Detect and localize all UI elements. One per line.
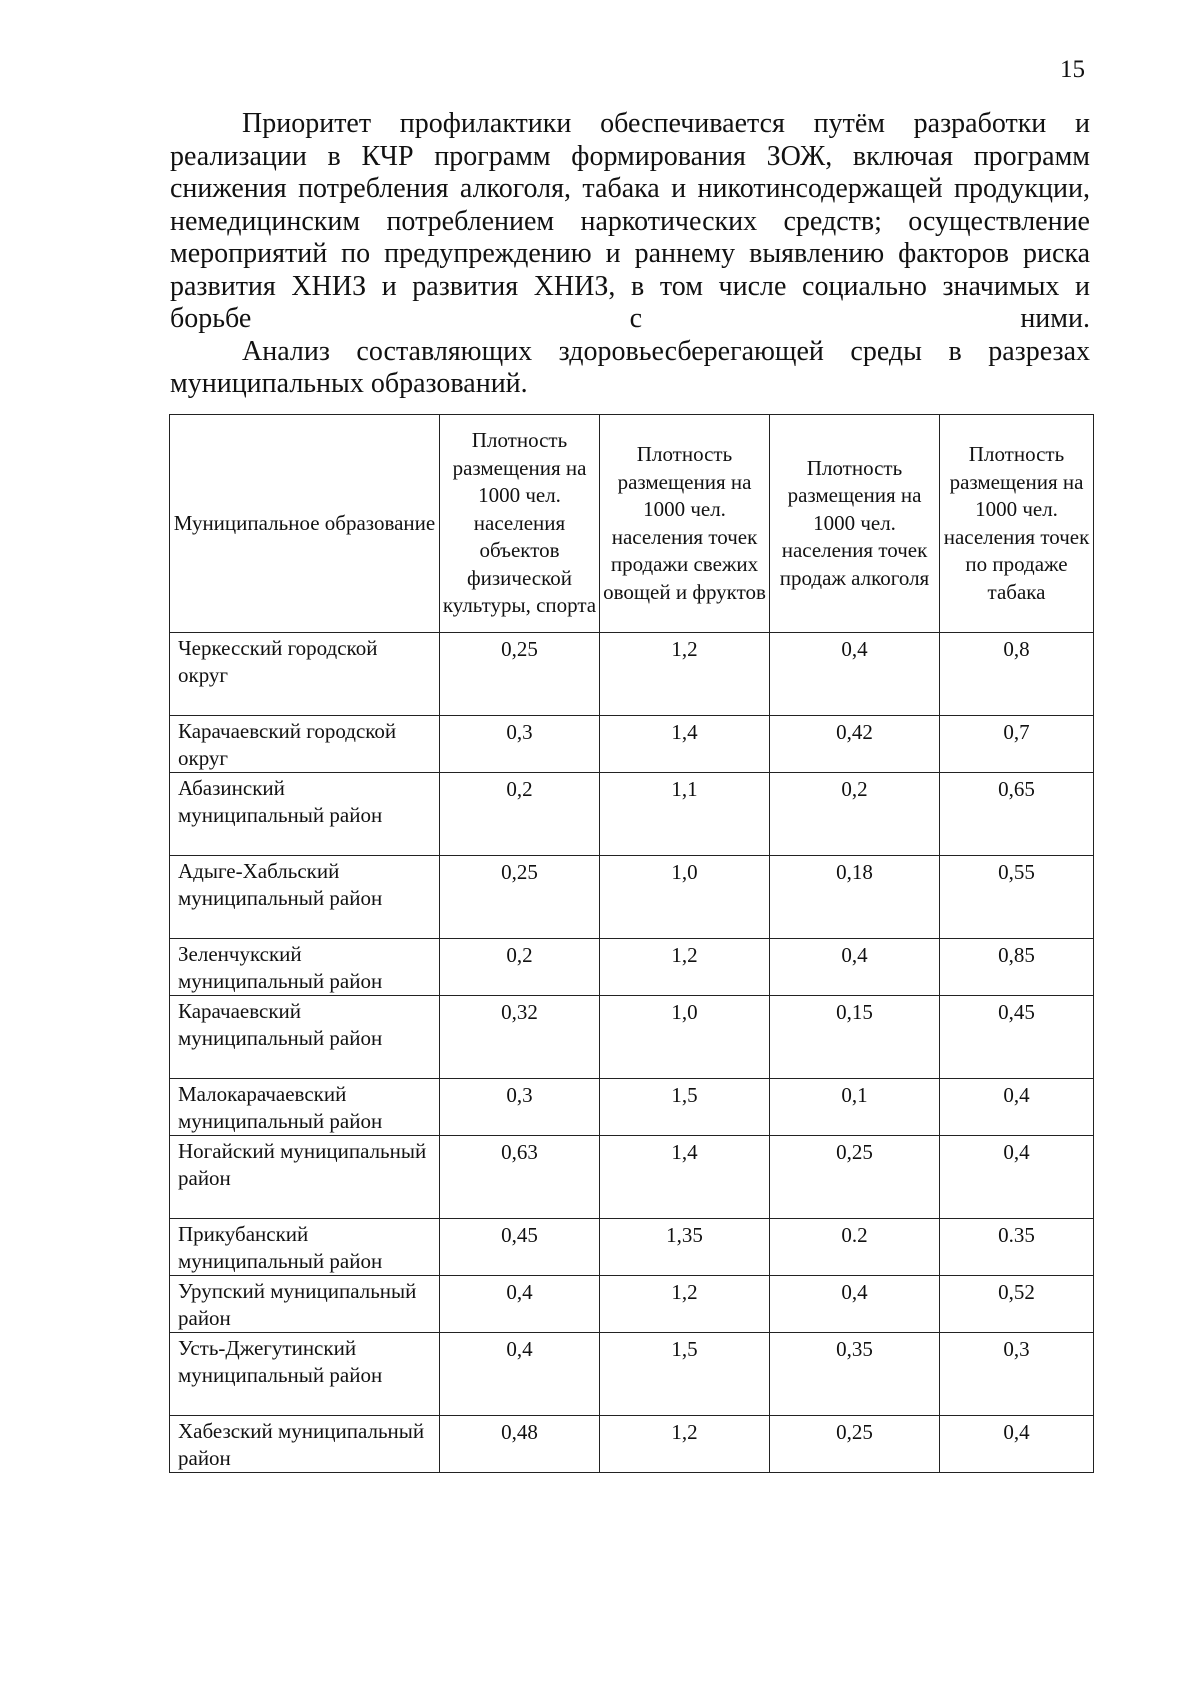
tobacco-density-cell: 0.35 — [940, 1219, 1094, 1276]
table-row — [170, 633, 1094, 716]
tobacco-density-cell: 0,45 — [940, 996, 1094, 1079]
table-row — [170, 856, 1094, 939]
municipality-cell: Адыге-Хабльский муниципальный район — [170, 856, 440, 939]
municipality-cell: Усть-Джегутинский муниципальный район — [170, 1333, 440, 1416]
tobacco-density-cell: 0,52 — [940, 1276, 1094, 1333]
alcohol-density-cell: 0,35 — [770, 1333, 940, 1416]
alcohol-density-cell: 0,4 — [770, 633, 940, 716]
alcohol-density-cell: 0,1 — [770, 1079, 940, 1136]
tobacco-density-cell: 0,4 — [940, 1136, 1094, 1219]
table-row — [170, 939, 1094, 996]
vegetables-density-cell: 1,5 — [600, 1333, 770, 1416]
municipality-cell: Абазинский муниципальный район — [170, 773, 440, 856]
sport-density-cell: 0,63 — [440, 1136, 600, 1219]
sport-density-cell: 0,2 — [440, 939, 600, 996]
column-header-tobacco-density: Плотность размещения на 1000 чел. населения точек по продаже табака — [940, 415, 1094, 633]
municipality-cell: Хабезский муниципальный район — [170, 1416, 440, 1473]
vegetables-density-cell: 1,4 — [600, 1136, 770, 1219]
table-row — [170, 1333, 1094, 1416]
sport-density-cell: 0,3 — [440, 1079, 600, 1136]
tobacco-density-cell: 0,55 — [940, 856, 1094, 939]
table-row — [170, 716, 1094, 773]
paragraph-priority: Приоритет профилактики обеспечивается путём разработки и реализации в КЧР программ формирования ЗОЖ, включая программ снижения потребления алкоголя, табака и никотинсодержащей продукции, немедицинским потреблением наркотических средств; осуществление мероприятий по предупреждению и раннему выявлению факторов риска развития ХНИЗ и развития ХНИЗ, в том числе социально значимых и борьбе с ними. — [170, 108, 1090, 334]
vegetables-density-cell: 1,4 — [600, 716, 770, 773]
vegetables-density-cell: 1,2 — [600, 633, 770, 716]
column-header-alcohol-density: Плотность размещения на 1000 чел. населения точек продаж алкоголя — [770, 415, 940, 633]
table-row — [170, 1219, 1094, 1276]
municipality-cell: Ногайский муниципальный район — [170, 1136, 440, 1219]
alcohol-density-cell: 0.2 — [770, 1219, 940, 1276]
table-row — [170, 1136, 1094, 1219]
municipal-health-environment-table — [169, 414, 1094, 1473]
municipality-cell: Зеленчукский муниципальный район — [170, 939, 440, 996]
alcohol-density-cell: 0,25 — [770, 1416, 940, 1473]
sport-density-cell: 0,25 — [440, 633, 600, 716]
sport-density-cell: 0,2 — [440, 773, 600, 856]
municipality-cell: Черкесский городской округ — [170, 633, 440, 716]
alcohol-density-cell: 0,4 — [770, 1276, 940, 1333]
sport-density-cell: 0,48 — [440, 1416, 600, 1473]
vegetables-density-cell: 1,2 — [600, 939, 770, 996]
municipality-cell: Карачаевский муниципальный район — [170, 996, 440, 1079]
municipality-cell: Малокарачаевский муниципальный район — [170, 1079, 440, 1136]
tobacco-density-cell: 0,7 — [940, 716, 1094, 773]
alcohol-density-cell: 0,18 — [770, 856, 940, 939]
municipality-cell: Прикубанский муниципальный район — [170, 1219, 440, 1276]
tobacco-density-cell: 0,4 — [940, 1079, 1094, 1136]
vegetables-density-cell: 1,0 — [600, 996, 770, 1079]
sport-density-cell: 0,45 — [440, 1219, 600, 1276]
page-number: 15 — [1060, 56, 1085, 83]
paragraph-analysis: Анализ составляющих здоровьесберегающей среды в разрезах муниципальных образований. — [170, 335, 1090, 399]
tobacco-density-cell: 0,8 — [940, 633, 1094, 716]
alcohol-density-cell: 0,4 — [770, 939, 940, 996]
sport-density-cell: 0,3 — [440, 716, 600, 773]
sport-density-cell: 0,4 — [440, 1276, 600, 1333]
alcohol-density-cell: 0,15 — [770, 996, 940, 1079]
table-row — [170, 773, 1094, 856]
table-row — [170, 1079, 1094, 1136]
vegetables-density-cell: 1,1 — [600, 773, 770, 856]
sport-density-cell: 0,4 — [440, 1333, 600, 1416]
tobacco-density-cell: 0,85 — [940, 939, 1094, 996]
alcohol-density-cell: 0,42 — [770, 716, 940, 773]
tobacco-density-cell: 0,4 — [940, 1416, 1094, 1473]
tobacco-density-cell: 0,65 — [940, 773, 1094, 856]
vegetables-density-cell: 1,35 — [600, 1219, 770, 1276]
vegetables-density-cell: 1,5 — [600, 1079, 770, 1136]
tobacco-density-cell: 0,3 — [940, 1333, 1094, 1416]
table-row — [170, 996, 1094, 1079]
column-header-vegetables-density: Плотность размещения на 1000 чел. населения точек продажи свежих овощей и фруктов — [600, 415, 770, 633]
column-header-municipality: Муниципальное образование — [170, 415, 440, 633]
sport-density-cell: 0,25 — [440, 856, 600, 939]
table-row — [170, 1276, 1094, 1333]
sport-density-cell: 0,32 — [440, 996, 600, 1079]
municipality-cell: Карачаевский городской округ — [170, 716, 440, 773]
vegetables-density-cell: 1,0 — [600, 856, 770, 939]
alcohol-density-cell: 0,25 — [770, 1136, 940, 1219]
body-text — [170, 108, 1090, 401]
municipality-cell: Урупский муниципальный район — [170, 1276, 440, 1333]
table-row — [170, 1416, 1094, 1473]
column-header-sport-density: Плотность размещения на 1000 чел. населения объектов физической культуры, спорта — [440, 415, 600, 633]
table-header-row — [170, 415, 1094, 633]
alcohol-density-cell: 0,2 — [770, 773, 940, 856]
vegetables-density-cell: 1,2 — [600, 1276, 770, 1333]
vegetables-density-cell: 1,2 — [600, 1416, 770, 1473]
table-body — [170, 633, 1094, 1473]
